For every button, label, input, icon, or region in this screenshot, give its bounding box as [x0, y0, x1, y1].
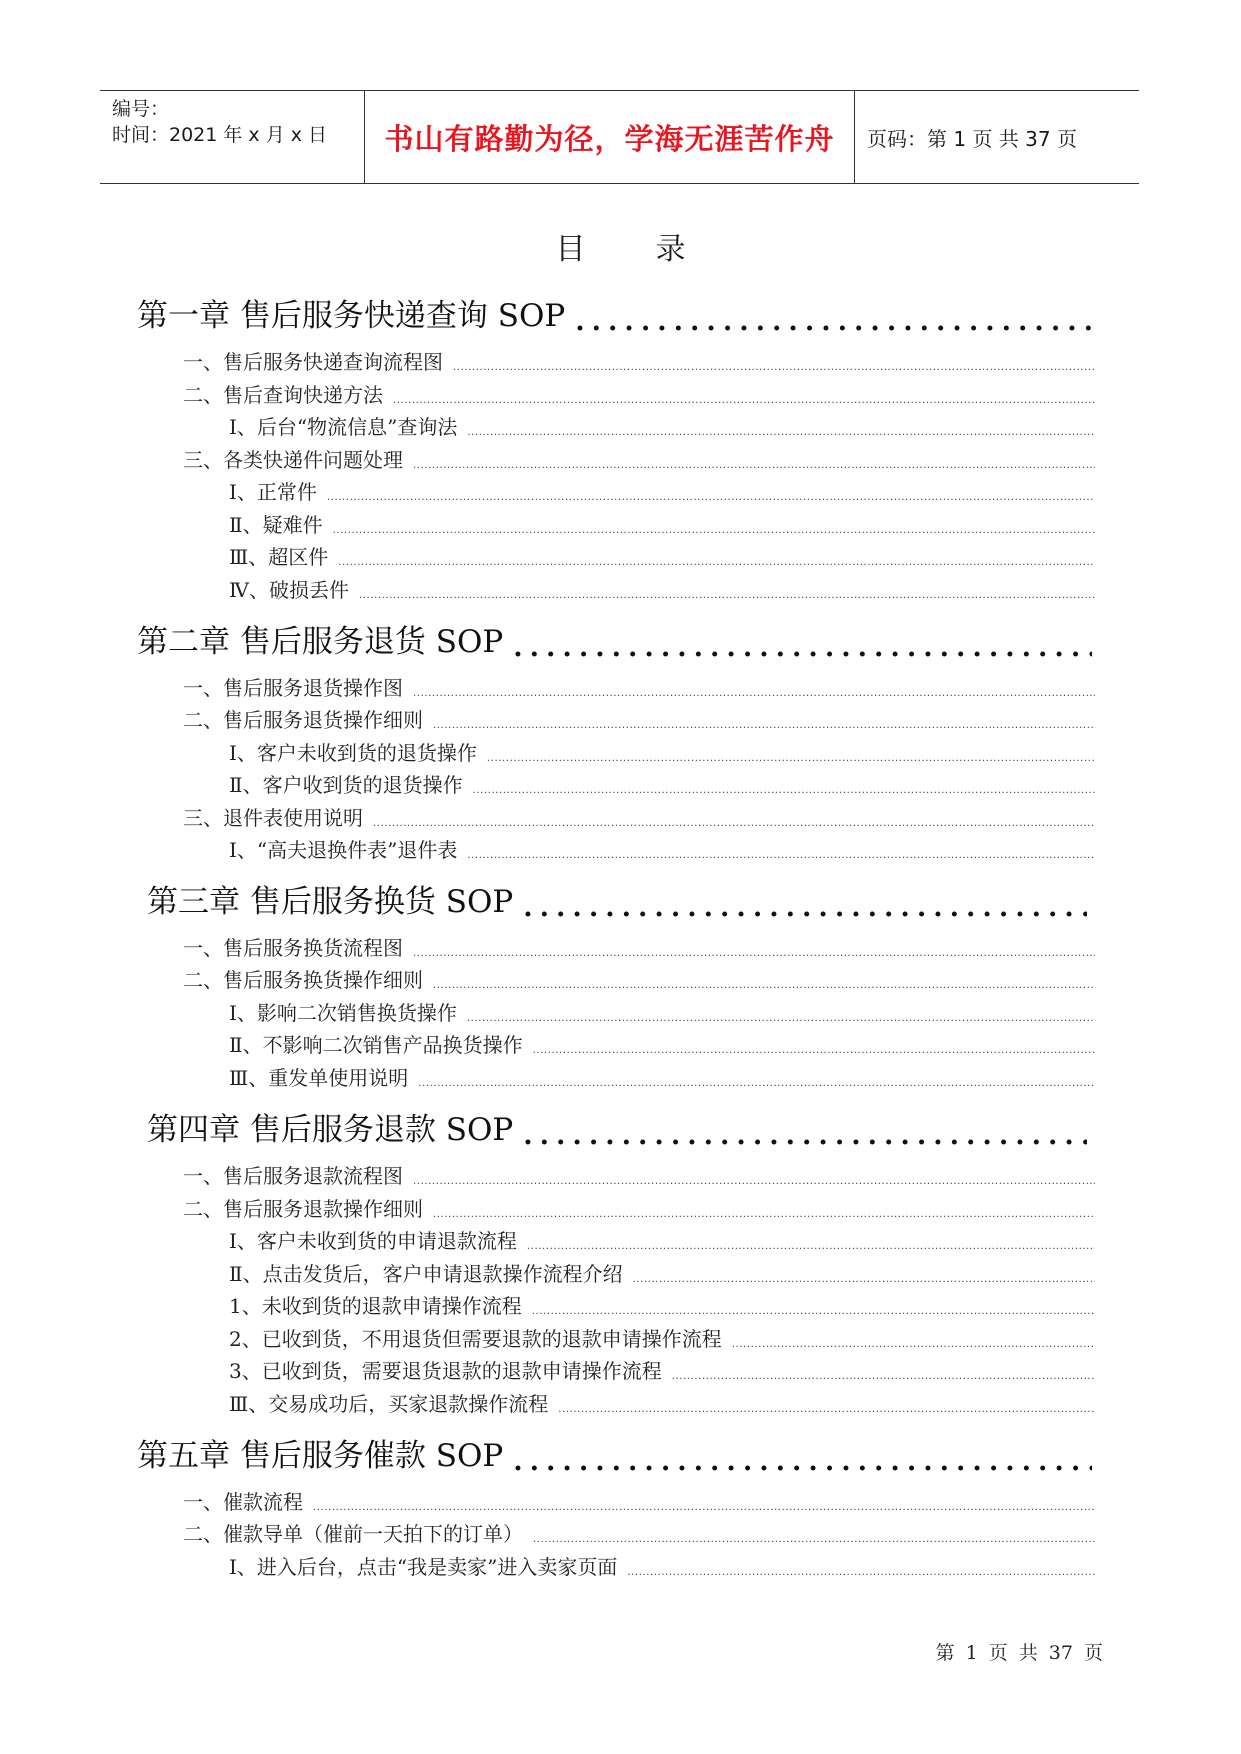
toc-entry[interactable] [183, 1486, 1095, 1515]
toc-entry[interactable] [183, 444, 1095, 473]
toc-entry[interactable] [183, 704, 1095, 733]
toc-entry[interactable] [229, 541, 1095, 570]
toc-leader-dots [533, 1044, 1095, 1058]
toc-leader-dots [433, 719, 1095, 733]
toc-entry-text: Ⅳ、破损丢件 [229, 578, 349, 602]
toc-leader-dots [413, 1175, 1095, 1189]
toc-entry[interactable] [229, 834, 1095, 863]
toc-entry[interactable] [183, 964, 1095, 993]
document-time-label: 时间：2021 年 x 月 x 日 [112, 124, 328, 146]
toc-entry-text: 3、已收到货，需要退货退款的退款申请操作流程 [229, 1359, 662, 1383]
toc-leader-dots [473, 784, 1095, 798]
toc-entry[interactable] [229, 1551, 1095, 1580]
toc-entry-text: 二、售后查询快递方法 [183, 383, 383, 407]
toc-entry-text: 一、售后服务换货流程图 [183, 936, 403, 960]
toc-entry-text: Ⅲ、超区件 [229, 545, 329, 569]
toc-entry[interactable] [183, 932, 1095, 961]
toc-leader-dots [523, 895, 1087, 921]
toc-leader-dots [413, 687, 1095, 701]
toc-entry[interactable] [183, 802, 1095, 831]
toc-entry-text: 二、售后服务退款操作细则 [183, 1197, 423, 1221]
toc-entry[interactable] [229, 1388, 1095, 1417]
toc-chapter-title: 第三章 售后服务换货 SOP [147, 884, 514, 920]
toc-leader-dots [513, 1449, 1092, 1475]
toc-leader-dots [433, 1208, 1095, 1222]
toc-entry-text: 一、售后服务退货操作图 [183, 676, 403, 700]
toc-chapter-title: 第五章 售后服务催款 SOP [137, 1438, 504, 1474]
toc-leader-dots [333, 524, 1095, 538]
toc-entry[interactable] [229, 1323, 1095, 1352]
toc-entry[interactable] [229, 509, 1095, 538]
header-page-info: 页码：第 1 页 共 37 页 [867, 126, 1077, 151]
toc-chapter-title: 第一章 售后服务快递查询 SOP [137, 298, 566, 334]
toc-entry[interactable] [229, 1355, 1095, 1384]
toc-entry[interactable] [229, 1029, 1095, 1058]
toc-entry[interactable] [229, 1225, 1095, 1254]
toc-entry-text: Ⅱ、不影响二次销售产品换货操作 [229, 1033, 523, 1057]
toc-chapter-3[interactable] [147, 876, 1087, 921]
toc-entry[interactable] [183, 346, 1095, 375]
toc-entry-text: 2、已收到货，不用退货但需要退款的退款申请操作流程 [229, 1327, 722, 1351]
toc-entry[interactable] [229, 411, 1095, 440]
toc-entry-text: 一、售后服务退款流程图 [183, 1164, 403, 1188]
toc-leader-dots [359, 589, 1095, 603]
toc-entry-text: Ⅲ、重发单使用说明 [229, 1066, 409, 1090]
toc-leader-dots [338, 556, 1095, 570]
toc-leader-dots [533, 1533, 1095, 1547]
toc-title: 目录 [555, 232, 756, 267]
toc-chapter-4[interactable] [147, 1104, 1087, 1149]
toc-leader-dots [418, 1077, 1095, 1091]
toc-leader-dots [633, 1273, 1095, 1287]
toc-entry-text: Ⅱ、疑难件 [229, 513, 323, 537]
toc-entry[interactable] [229, 1290, 1095, 1319]
toc-entry-text: Ⅱ、客户收到货的退货操作 [229, 773, 463, 797]
toc-leader-dots [433, 979, 1095, 993]
toc-leader-dots [487, 752, 1095, 766]
toc-entry[interactable] [229, 997, 1095, 1026]
toc-leader-dots [453, 361, 1095, 375]
toc-leader-dots [413, 947, 1095, 961]
toc-leader-dots [393, 394, 1095, 408]
toc-chapter-2[interactable] [137, 616, 1092, 661]
toc-entry-text: Ⅰ、“高夫退换件表”退件表 [229, 838, 458, 862]
header-motto: 书山有路勤为径，学海无涯苦作舟 [384, 121, 835, 156]
toc-leader-dots [413, 459, 1095, 473]
toc-entry-text: Ⅰ、影响二次销售换货操作 [229, 1001, 457, 1025]
toc-entry-text: Ⅰ、客户未收到货的申请退款流程 [229, 1229, 517, 1253]
toc-entry[interactable] [183, 672, 1095, 701]
toc-entry-text: Ⅱ、点击发货后，客户申请退款操作流程介绍 [229, 1262, 623, 1286]
toc-leader-dots [373, 817, 1095, 831]
toc-leader-dots [467, 1012, 1095, 1026]
toc-entry-text: Ⅲ、交易成功后，买家退款操作流程 [229, 1392, 549, 1416]
toc-leader-dots [467, 426, 1095, 440]
toc-leader-dots [327, 491, 1095, 505]
toc-entry[interactable] [183, 379, 1095, 408]
toc-leader-dots [575, 309, 1092, 335]
toc-entry[interactable] [229, 1062, 1095, 1091]
toc-entry[interactable] [229, 1258, 1095, 1287]
page-footer: 第 1 页 共 37 页 [935, 1642, 1103, 1664]
toc-chapter-1[interactable] [137, 290, 1092, 335]
toc-leader-dots [527, 1240, 1095, 1254]
toc-entry-text: Ⅰ、正常件 [229, 480, 317, 504]
toc-entry[interactable] [183, 1193, 1095, 1222]
toc-entry[interactable] [229, 476, 1095, 505]
toc-entry[interactable] [229, 737, 1095, 766]
toc-leader-dots [513, 635, 1092, 661]
toc-entry-text: 三、各类快递件问题处理 [183, 448, 403, 472]
toc-leader-dots [627, 1566, 1095, 1580]
document-number-label: 编号： [112, 98, 170, 120]
toc-chapter-title: 第四章 售后服务退款 SOP [147, 1112, 514, 1148]
toc-leader-dots [558, 1403, 1095, 1417]
toc-entry-text: 一、催款流程 [183, 1490, 303, 1514]
toc-entry-text: 二、售后服务退货操作细则 [183, 708, 423, 732]
toc-entry-text: Ⅰ、客户未收到货的退货操作 [229, 741, 477, 765]
toc-entry[interactable] [183, 1160, 1095, 1189]
toc-leader-dots [732, 1338, 1095, 1352]
toc-leader-dots [532, 1305, 1095, 1319]
toc-leader-dots [467, 849, 1095, 863]
toc-entry-text: 二、售后服务换货操作细则 [183, 968, 423, 992]
toc-entry-text: 二、催款导单（催前一天拍下的订单） [183, 1522, 523, 1546]
toc-entry-text: 三、退件表使用说明 [183, 806, 363, 830]
toc-chapter-title: 第二章 售后服务退货 SOP [137, 624, 504, 660]
toc-entry-text: 一、售后服务快递查询流程图 [183, 350, 443, 374]
toc-entry-text: Ⅰ、进入后台，点击“我是卖家”进入卖家页面 [229, 1555, 618, 1579]
toc-entry[interactable] [229, 574, 1095, 603]
toc-entry[interactable] [183, 1518, 1095, 1547]
toc-entry-text: Ⅰ、后台“物流信息”查询法 [229, 415, 458, 439]
toc-leader-dots [672, 1370, 1095, 1384]
toc-leader-dots [313, 1501, 1095, 1515]
toc-entry[interactable] [229, 769, 1095, 798]
toc-chapter-5[interactable] [137, 1430, 1092, 1475]
toc-entry-text: 1、未收到货的退款申请操作流程 [229, 1294, 522, 1318]
toc-leader-dots [523, 1123, 1087, 1149]
